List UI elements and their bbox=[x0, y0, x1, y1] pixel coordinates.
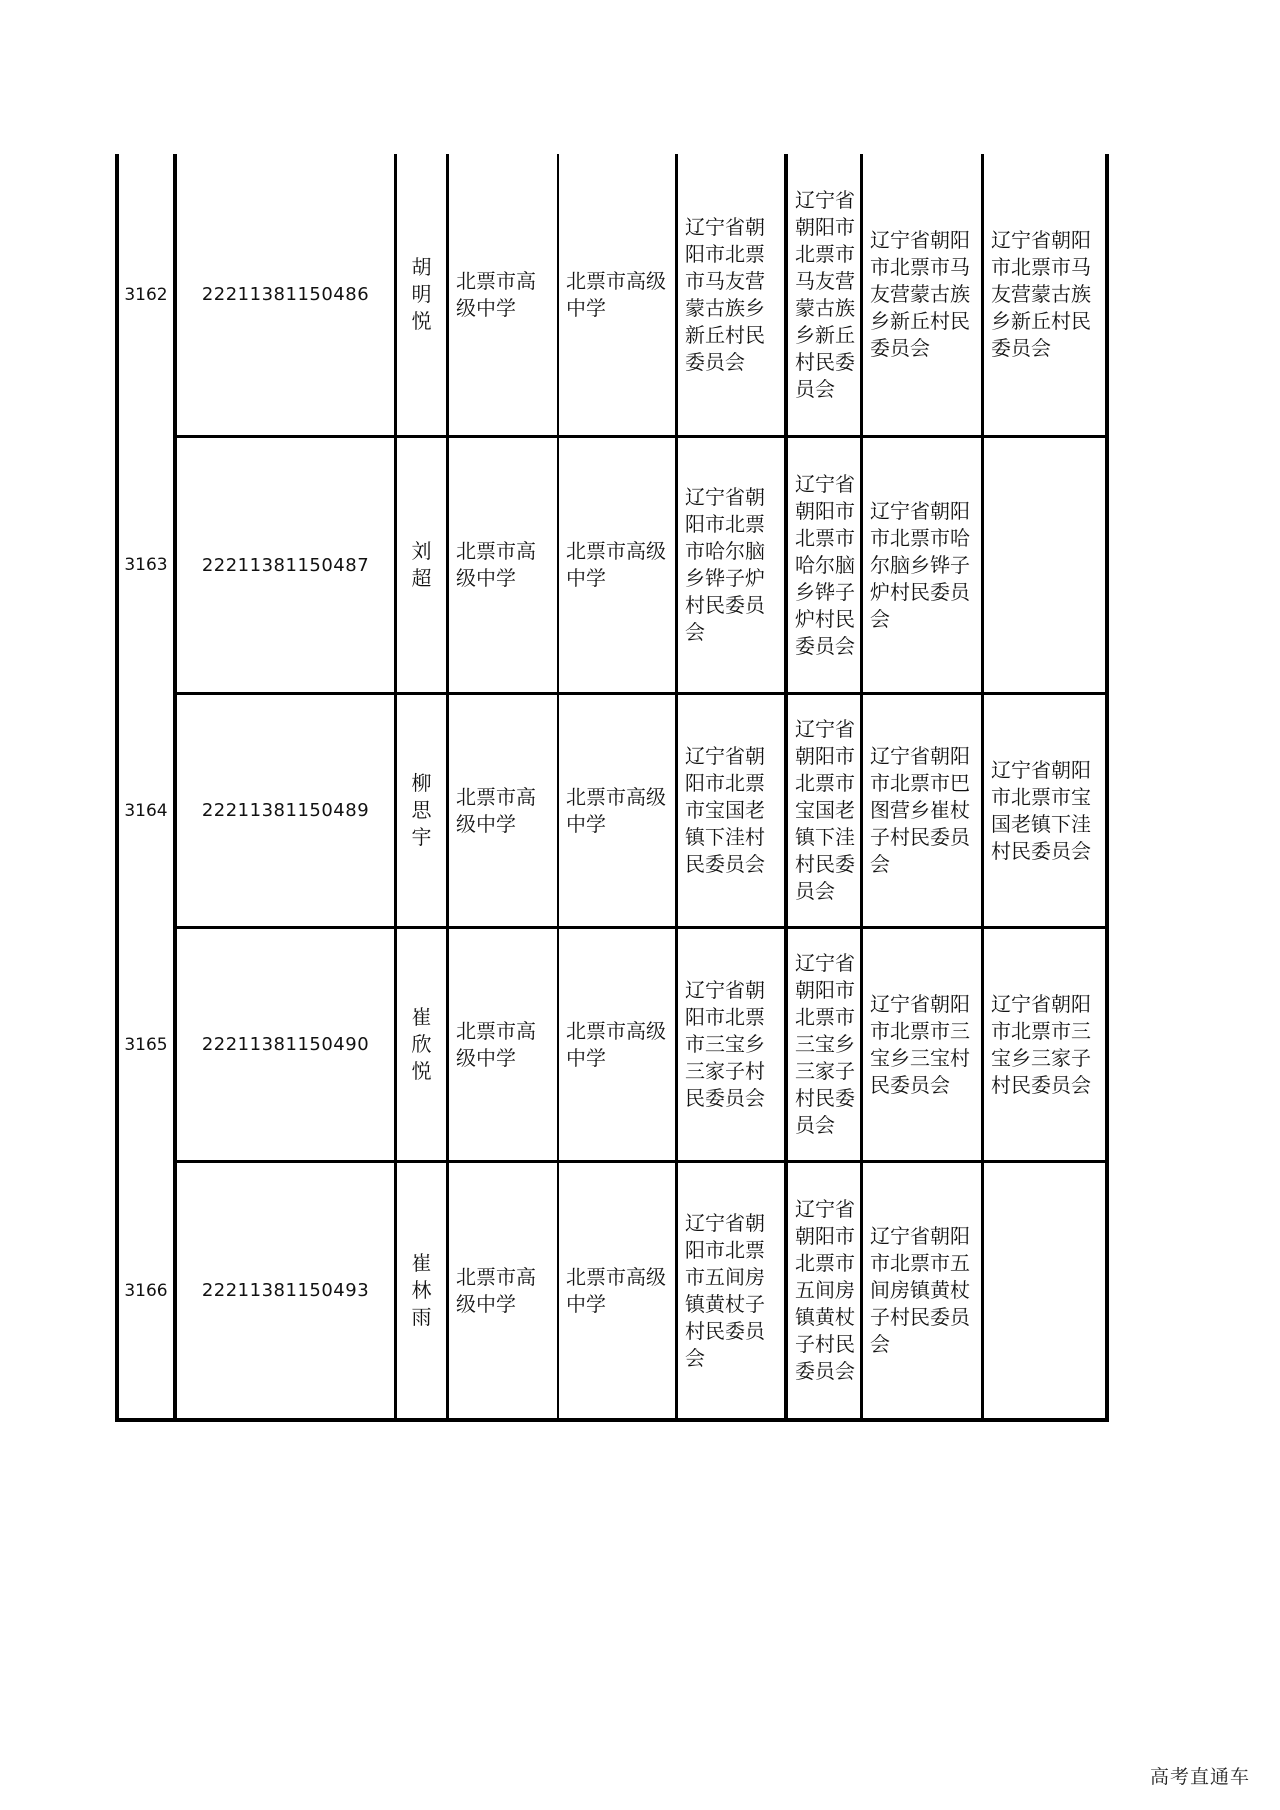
table-border-bottom bbox=[115, 1418, 1109, 1422]
exam-id-cell: 22211381150489 bbox=[201, 800, 370, 821]
household-address-cell: 辽宁省朝阳市北票市哈尔脑乡铧子炉村民委员会 bbox=[685, 485, 765, 644]
household-address-cell: 辽宁省朝阳市北票市宝国老镇下洼村民委员会 bbox=[685, 744, 765, 876]
father-address-cell: 辽宁省朝阳市北票市三宝乡三家子村民委员会 bbox=[795, 951, 855, 1137]
school-cell: 北票市高级中学 bbox=[456, 539, 536, 590]
student-name-cell: 崔林雨 bbox=[411, 1251, 432, 1329]
father-address-cell: 辽宁省朝阳市北票市哈尔脑乡铧子炉村民委员会 bbox=[795, 471, 855, 658]
seq-cell: 3163 bbox=[124, 555, 168, 575]
table-border-right bbox=[1105, 154, 1109, 1422]
household-address-cell: 辽宁省朝阳市北票市马友营蒙古族乡新丘村民委员会 bbox=[685, 214, 765, 374]
exam-id-cell: 22211381150486 bbox=[201, 284, 370, 305]
exam-id-cell: 22211381150493 bbox=[201, 1280, 370, 1301]
school-cell: 北票市高级中学 bbox=[456, 784, 536, 836]
father-address-cell: 辽宁省朝阳市北票市马友营蒙古族乡新丘村民委员会 bbox=[795, 187, 855, 401]
student-name-cell: 刘超 bbox=[411, 539, 432, 590]
student-name-cell: 柳思宇 bbox=[411, 771, 432, 849]
grad-school-cell: 北票市高级中学 bbox=[566, 1018, 666, 1070]
guardian-address-cell bbox=[984, 1163, 1105, 1418]
guardian-address-cell: 辽宁省朝阳市北票市三宝乡三家子村民委员会 bbox=[991, 991, 1091, 1097]
father-address-cell: 辽宁省朝阳市北票市五间房镇黄杖子村民委员会 bbox=[795, 1197, 855, 1383]
student-name-cell: 崔欣悦 bbox=[411, 1005, 432, 1083]
school-cell: 北票市高级中学 bbox=[456, 268, 536, 320]
exam-id-cell: 22211381150487 bbox=[201, 554, 370, 576]
grad-school-cell: 北票市高级中学 bbox=[566, 539, 666, 590]
grad-school-cell: 北票市高级中学 bbox=[566, 784, 666, 836]
mother-address-cell: 辽宁省朝阳市北票市五间房镇黄杖子村民委员会 bbox=[870, 1224, 970, 1356]
seq-cell: 3162 bbox=[124, 284, 168, 305]
student-name-cell: 胡明悦 bbox=[411, 255, 432, 333]
seq-cell: 3166 bbox=[124, 1280, 168, 1301]
household-address-cell: 辽宁省朝阳市北票市五间房镇黄杖子村民委员会 bbox=[685, 1210, 765, 1370]
grad-school-cell: 北票市高级中学 bbox=[566, 1264, 666, 1316]
school-cell: 北票市高级中学 bbox=[456, 1264, 536, 1316]
mother-address-cell: 辽宁省朝阳市北票市哈尔脑乡铧子炉村民委员会 bbox=[870, 498, 970, 631]
guardian-address-cell: 辽宁省朝阳市北票市宝国老镇下洼村民委员会 bbox=[991, 757, 1091, 863]
exam-id-cell: 22211381150490 bbox=[201, 1034, 370, 1055]
mother-address-cell: 辽宁省朝阳市北票市马友营蒙古族乡新丘村民委员会 bbox=[870, 228, 970, 360]
guardian-address-cell bbox=[984, 438, 1105, 692]
father-address-cell: 辽宁省朝阳市北票市宝国老镇下洼村民委员会 bbox=[795, 717, 855, 903]
seq-cell: 3164 bbox=[124, 800, 168, 821]
mother-address-cell: 辽宁省朝阳市北票市巴图营乡崔杖子村民委员会 bbox=[870, 744, 970, 876]
household-address-cell: 辽宁省朝阳市北票市三宝乡三家子村民委员会 bbox=[685, 978, 765, 1110]
watermark-text: 高考直通车 bbox=[1150, 1766, 1251, 1788]
mother-address-cell: 辽宁省朝阳市北票市三宝乡三宝村民委员会 bbox=[870, 991, 970, 1097]
school-cell: 北票市高级中学 bbox=[456, 1018, 536, 1070]
grad-school-cell: 北票市高级中学 bbox=[566, 268, 666, 320]
guardian-address-cell: 辽宁省朝阳市北票市马友营蒙古族乡新丘村民委员会 bbox=[991, 228, 1091, 360]
seq-cell: 3165 bbox=[124, 1034, 168, 1055]
roster-table bbox=[115, 154, 1109, 1422]
